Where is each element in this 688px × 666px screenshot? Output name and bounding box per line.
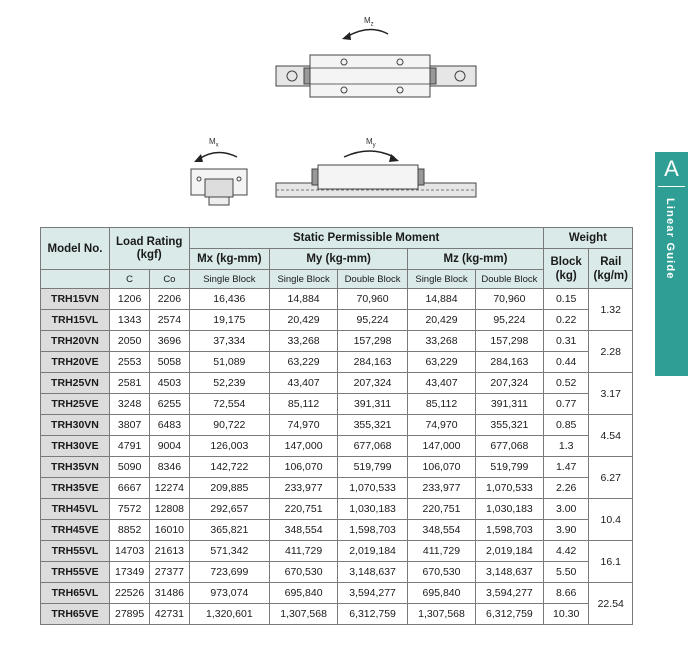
mz-single-cell: 348,554 [408,520,476,541]
mz-single-cell: 233,977 [408,478,476,499]
mx-cell: 142,722 [189,457,270,478]
co-cell: 31486 [150,583,189,604]
mz-double-cell: 1,070,533 [475,478,543,499]
rail-weight-cell: 6.27 [589,457,633,499]
header-mz: Mz (kg-mm) [408,249,544,270]
rail-weight-cell: 22.54 [589,583,633,625]
mx-cell: 90,722 [189,415,270,436]
table-row [41,373,633,394]
mz-double-cell: 157,298 [475,331,543,352]
rail-weight-cell: 1.32 [589,289,633,331]
table-row [41,331,633,352]
mz-single-cell: 695,840 [408,583,476,604]
my-single-cell: 348,554 [270,520,338,541]
block-weight-cell: 0.44 [543,352,589,373]
mz-double-cell: 3,148,637 [475,562,543,583]
header-c: C [109,270,149,289]
table-row [41,499,633,520]
mz-single-cell: 106,070 [408,457,476,478]
mz-double-cell: 1,030,183 [475,499,543,520]
side-view-figure [270,135,480,210]
my-double-cell: 3,148,637 [338,562,408,583]
block-weight-cell: 0.77 [543,394,589,415]
c-cell: 3807 [109,415,149,436]
my-double-cell: 3,594,277 [338,583,408,604]
table-row [41,457,633,478]
mz-single-cell: 85,112 [408,394,476,415]
mz-double-cell: 391,311 [475,394,543,415]
section-title: Linear Guide [664,198,676,280]
co-cell: 12808 [150,499,189,520]
co-cell: 3696 [150,331,189,352]
table-row [41,562,633,583]
c-cell: 2553 [109,352,149,373]
mz-single-cell: 43,407 [408,373,476,394]
c-cell: 1343 [109,310,149,331]
co-cell: 12274 [150,478,189,499]
my-single-cell: 233,977 [270,478,338,499]
mx-cell: 52,239 [189,373,270,394]
model-cell: TRH35VN [41,457,110,478]
header-my-single: Single Block [270,270,338,289]
my-label: $M_y$ [366,137,376,149]
mz-single-cell: 63,229 [408,352,476,373]
table-row [41,583,633,604]
spec-table [40,227,633,625]
my-single-cell: 147,000 [270,436,338,457]
block-weight-cell: 0.31 [543,331,589,352]
rail-weight-cell: 4.54 [589,415,633,457]
mz-double-cell: 2,019,184 [475,541,543,562]
block-weight-cell: 4.42 [543,541,589,562]
mz-double-cell: 1,598,703 [475,520,543,541]
my-double-cell: 519,799 [338,457,408,478]
model-cell: TRH15VN [41,289,110,310]
model-cell: TRH65VE [41,604,110,625]
model-cell: TRH45VE [41,520,110,541]
mz-single-cell: 33,268 [408,331,476,352]
co-cell: 9004 [150,436,189,457]
my-single-cell: 33,268 [270,331,338,352]
header-co: Co [150,270,189,289]
header-static-moment: Static Permissible Moment [189,228,543,249]
mz-single-cell: 411,729 [408,541,476,562]
mz-double-cell: 3,594,277 [475,583,543,604]
mz-single-cell: 14,884 [408,289,476,310]
mz-double-cell: 95,224 [475,310,543,331]
section-tab-divider [658,186,685,187]
mz-single-cell: 147,000 [408,436,476,457]
block-weight-cell: 0.85 [543,415,589,436]
model-cell: TRH30VE [41,436,110,457]
table-row [41,352,633,373]
model-cell: TRH65VL [41,583,110,604]
model-cell: TRH30VN [41,415,110,436]
mx-rotation-arrow-icon [199,152,237,159]
header-load-rating: Load Rating (kgf) [109,228,189,270]
model-cell: TRH25VE [41,394,110,415]
my-double-cell: 1,030,183 [338,499,408,520]
co-cell: 21613 [150,541,189,562]
model-cell: TRH55VL [41,541,110,562]
mz-double-cell: 519,799 [475,457,543,478]
my-double-cell: 6,312,759 [338,604,408,625]
block-weight-cell: 0.52 [543,373,589,394]
mz-double-cell: 207,324 [475,373,543,394]
block-weight-cell: 2.26 [543,478,589,499]
c-cell: 2581 [109,373,149,394]
end-view-figure [185,135,255,210]
header-my-double: Double Block [338,270,408,289]
rail-weight-cell: 10.4 [589,499,633,541]
my-single-cell: 1,307,568 [270,604,338,625]
mx-cell: 37,334 [189,331,270,352]
table-row [41,310,633,331]
model-cell: TRH15VL [41,310,110,331]
model-cell: TRH20VE [41,352,110,373]
block-weight-cell: 1.47 [543,457,589,478]
mx-cell: 973,074 [189,583,270,604]
mz-double-cell: 355,321 [475,415,543,436]
model-cell: TRH55VE [41,562,110,583]
c-cell: 14703 [109,541,149,562]
table-row [41,436,633,457]
top-view-drawing [270,10,480,120]
my-single-cell: 85,112 [270,394,338,415]
table-row [41,520,633,541]
my-single-cell: 695,840 [270,583,338,604]
mz-single-cell: 1,307,568 [408,604,476,625]
my-double-cell: 391,311 [338,394,408,415]
mx-cell: 723,699 [189,562,270,583]
header-model: Model No. [41,228,110,270]
section-tab[interactable] [655,152,688,376]
block-weight-cell: 3.90 [543,520,589,541]
rail-weight-cell: 16.1 [589,541,633,583]
my-double-cell: 157,298 [338,331,408,352]
mz-double-cell: 677,068 [475,436,543,457]
mx-cell: 19,175 [189,310,270,331]
co-cell: 42731 [150,604,189,625]
block-weight-cell: 0.15 [543,289,589,310]
my-single-cell: 106,070 [270,457,338,478]
c-cell: 6667 [109,478,149,499]
mx-cell: 292,657 [189,499,270,520]
co-cell: 5058 [150,352,189,373]
block-weight-cell: 1.3 [543,436,589,457]
spec-table-body [41,289,633,625]
rail-weight-cell: 3.17 [589,373,633,415]
table-row [41,415,633,436]
mz-rotation-arrow-icon [348,29,388,36]
mz-double-cell: 284,163 [475,352,543,373]
c-cell: 4791 [109,436,149,457]
mx-cell: 1,320,601 [189,604,270,625]
my-double-cell: 355,321 [338,415,408,436]
mx-label: $M_x$ [209,137,219,149]
c-cell: 22526 [109,583,149,604]
mx-cell: 365,821 [189,520,270,541]
my-double-cell: 95,224 [338,310,408,331]
my-single-cell: 63,229 [270,352,338,373]
block-weight-cell: 10.30 [543,604,589,625]
my-double-cell: 1,598,703 [338,520,408,541]
block-weight-cell: 0.22 [543,310,589,331]
top-view-figure [270,10,480,120]
block-weight-cell: 3.00 [543,499,589,520]
co-cell: 16010 [150,520,189,541]
header-rail: Rail (kg/m) [589,249,633,289]
mx-cell: 72,554 [189,394,270,415]
mz-single-cell: 670,530 [408,562,476,583]
header-my: My (kg-mm) [270,249,408,270]
c-cell: 27895 [109,604,149,625]
co-cell: 4503 [150,373,189,394]
my-double-cell: 2,019,184 [338,541,408,562]
table-row [41,541,633,562]
my-single-cell: 20,429 [270,310,338,331]
c-cell: 8852 [109,520,149,541]
co-cell: 8346 [150,457,189,478]
mx-cell: 51,089 [189,352,270,373]
mz-single-cell: 220,751 [408,499,476,520]
model-cell: TRH25VN [41,373,110,394]
my-double-cell: 677,068 [338,436,408,457]
header-model-blank [41,270,110,289]
mx-cell: 126,003 [189,436,270,457]
mz-label: $M_z$ [364,16,374,28]
co-cell: 6483 [150,415,189,436]
block-weight-cell: 8.66 [543,583,589,604]
co-cell: 2574 [150,310,189,331]
co-cell: 6255 [150,394,189,415]
my-single-cell: 14,884 [270,289,338,310]
my-single-cell: 670,530 [270,562,338,583]
c-cell: 5090 [109,457,149,478]
mx-cell: 571,342 [189,541,270,562]
table-row [41,478,633,499]
co-cell: 2206 [150,289,189,310]
my-double-cell: 70,960 [338,289,408,310]
c-cell: 3248 [109,394,149,415]
section-letter: A [664,156,679,181]
my-double-cell: 284,163 [338,352,408,373]
model-cell: TRH45VL [41,499,110,520]
c-cell: 2050 [109,331,149,352]
end-view-drawing [185,135,255,210]
my-single-cell: 411,729 [270,541,338,562]
my-single-cell: 43,407 [270,373,338,394]
my-single-cell: 220,751 [270,499,338,520]
mz-double-cell: 70,960 [475,289,543,310]
mx-cell: 16,436 [189,289,270,310]
model-cell: TRH35VE [41,478,110,499]
my-double-cell: 207,324 [338,373,408,394]
mz-single-cell: 74,970 [408,415,476,436]
my-rotation-arrow-icon [344,151,394,157]
my-double-cell: 1,070,533 [338,478,408,499]
header-mx: Mx (kg-mm) [189,249,270,270]
rail-weight-cell: 2.28 [589,331,633,373]
header-block: Block (kg) [543,249,589,289]
mz-single-cell: 20,429 [408,310,476,331]
c-cell: 17349 [109,562,149,583]
header-weight: Weight [543,228,632,249]
model-cell: TRH20VN [41,331,110,352]
c-cell: 1206 [109,289,149,310]
table-row [41,394,633,415]
c-cell: 7572 [109,499,149,520]
co-cell: 27377 [150,562,189,583]
header-mx-single: Single Block [189,270,270,289]
mz-double-cell: 6,312,759 [475,604,543,625]
table-row [41,604,633,625]
header-mz-single: Single Block [408,270,476,289]
my-single-cell: 74,970 [270,415,338,436]
table-row [41,289,633,310]
block-weight-cell: 5.50 [543,562,589,583]
mx-cell: 209,885 [189,478,270,499]
header-mz-double: Double Block [475,270,543,289]
